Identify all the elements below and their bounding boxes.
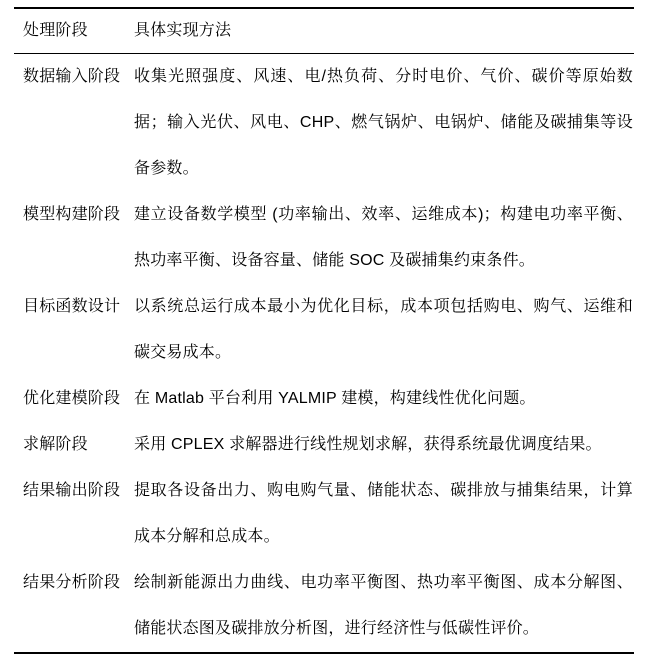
stage-cell: 数据输入阶段: [23, 68, 121, 85]
stage-cell: 结果输出阶段: [23, 482, 121, 499]
method-cell: 绘制新能源出力曲线、电功率平衡图、热功率平衡图、成本分解图、储能状态图及碳排放分析图，进行经济性与低碳性评价。: [134, 574, 633, 637]
method-cell: 收集光照强度、风速、电/热负荷、分时电价、气价、碳价等原始数据；输入光伏、风电、CHP、燃气锅炉、电锅炉、储能及碳捕集等设备参数。: [134, 68, 633, 177]
column-header-method: 具体实现方法: [134, 8, 634, 54]
table-row: [14, 192, 634, 284]
stage-cell: 结果分析阶段: [23, 574, 121, 591]
table-row: [14, 560, 634, 653]
method-cell: 提取各设备出力、购电购气量、储能状态、碳排放与捕集结果，计算成本分解和总成本。: [134, 482, 633, 545]
process-table: [14, 7, 634, 654]
table-row: [14, 468, 634, 560]
table-row: [14, 422, 634, 468]
table-body: [14, 54, 634, 654]
stage-cell: 模型构建阶段: [23, 206, 121, 223]
stage-cell: 求解阶段: [23, 436, 88, 453]
column-header-stage: 处理阶段: [14, 8, 134, 54]
table-row: [14, 54, 634, 193]
method-cell: 在 Matlab 平台利用 YALMIP 建模，构建线性优化问题。: [134, 390, 536, 407]
method-cell: 采用 CPLEX 求解器进行线性规划求解，获得系统最优调度结果。: [134, 436, 602, 453]
method-cell: 建立设备数学模型 (功率输出、效率、运维成本)；构建电功率平衡、热功率平衡、设备容量、储能 SOC 及碳捕集约束条件。: [134, 206, 633, 269]
table-row: [14, 376, 634, 422]
table-header-row: [14, 8, 634, 54]
stage-cell: 目标函数设计: [23, 298, 121, 315]
stage-cell: 优化建模阶段: [23, 390, 121, 407]
table-row: [14, 284, 634, 376]
method-cell: 以系统总运行成本最小为优化目标，成本项包括购电、购气、运维和碳交易成本。: [134, 298, 633, 361]
